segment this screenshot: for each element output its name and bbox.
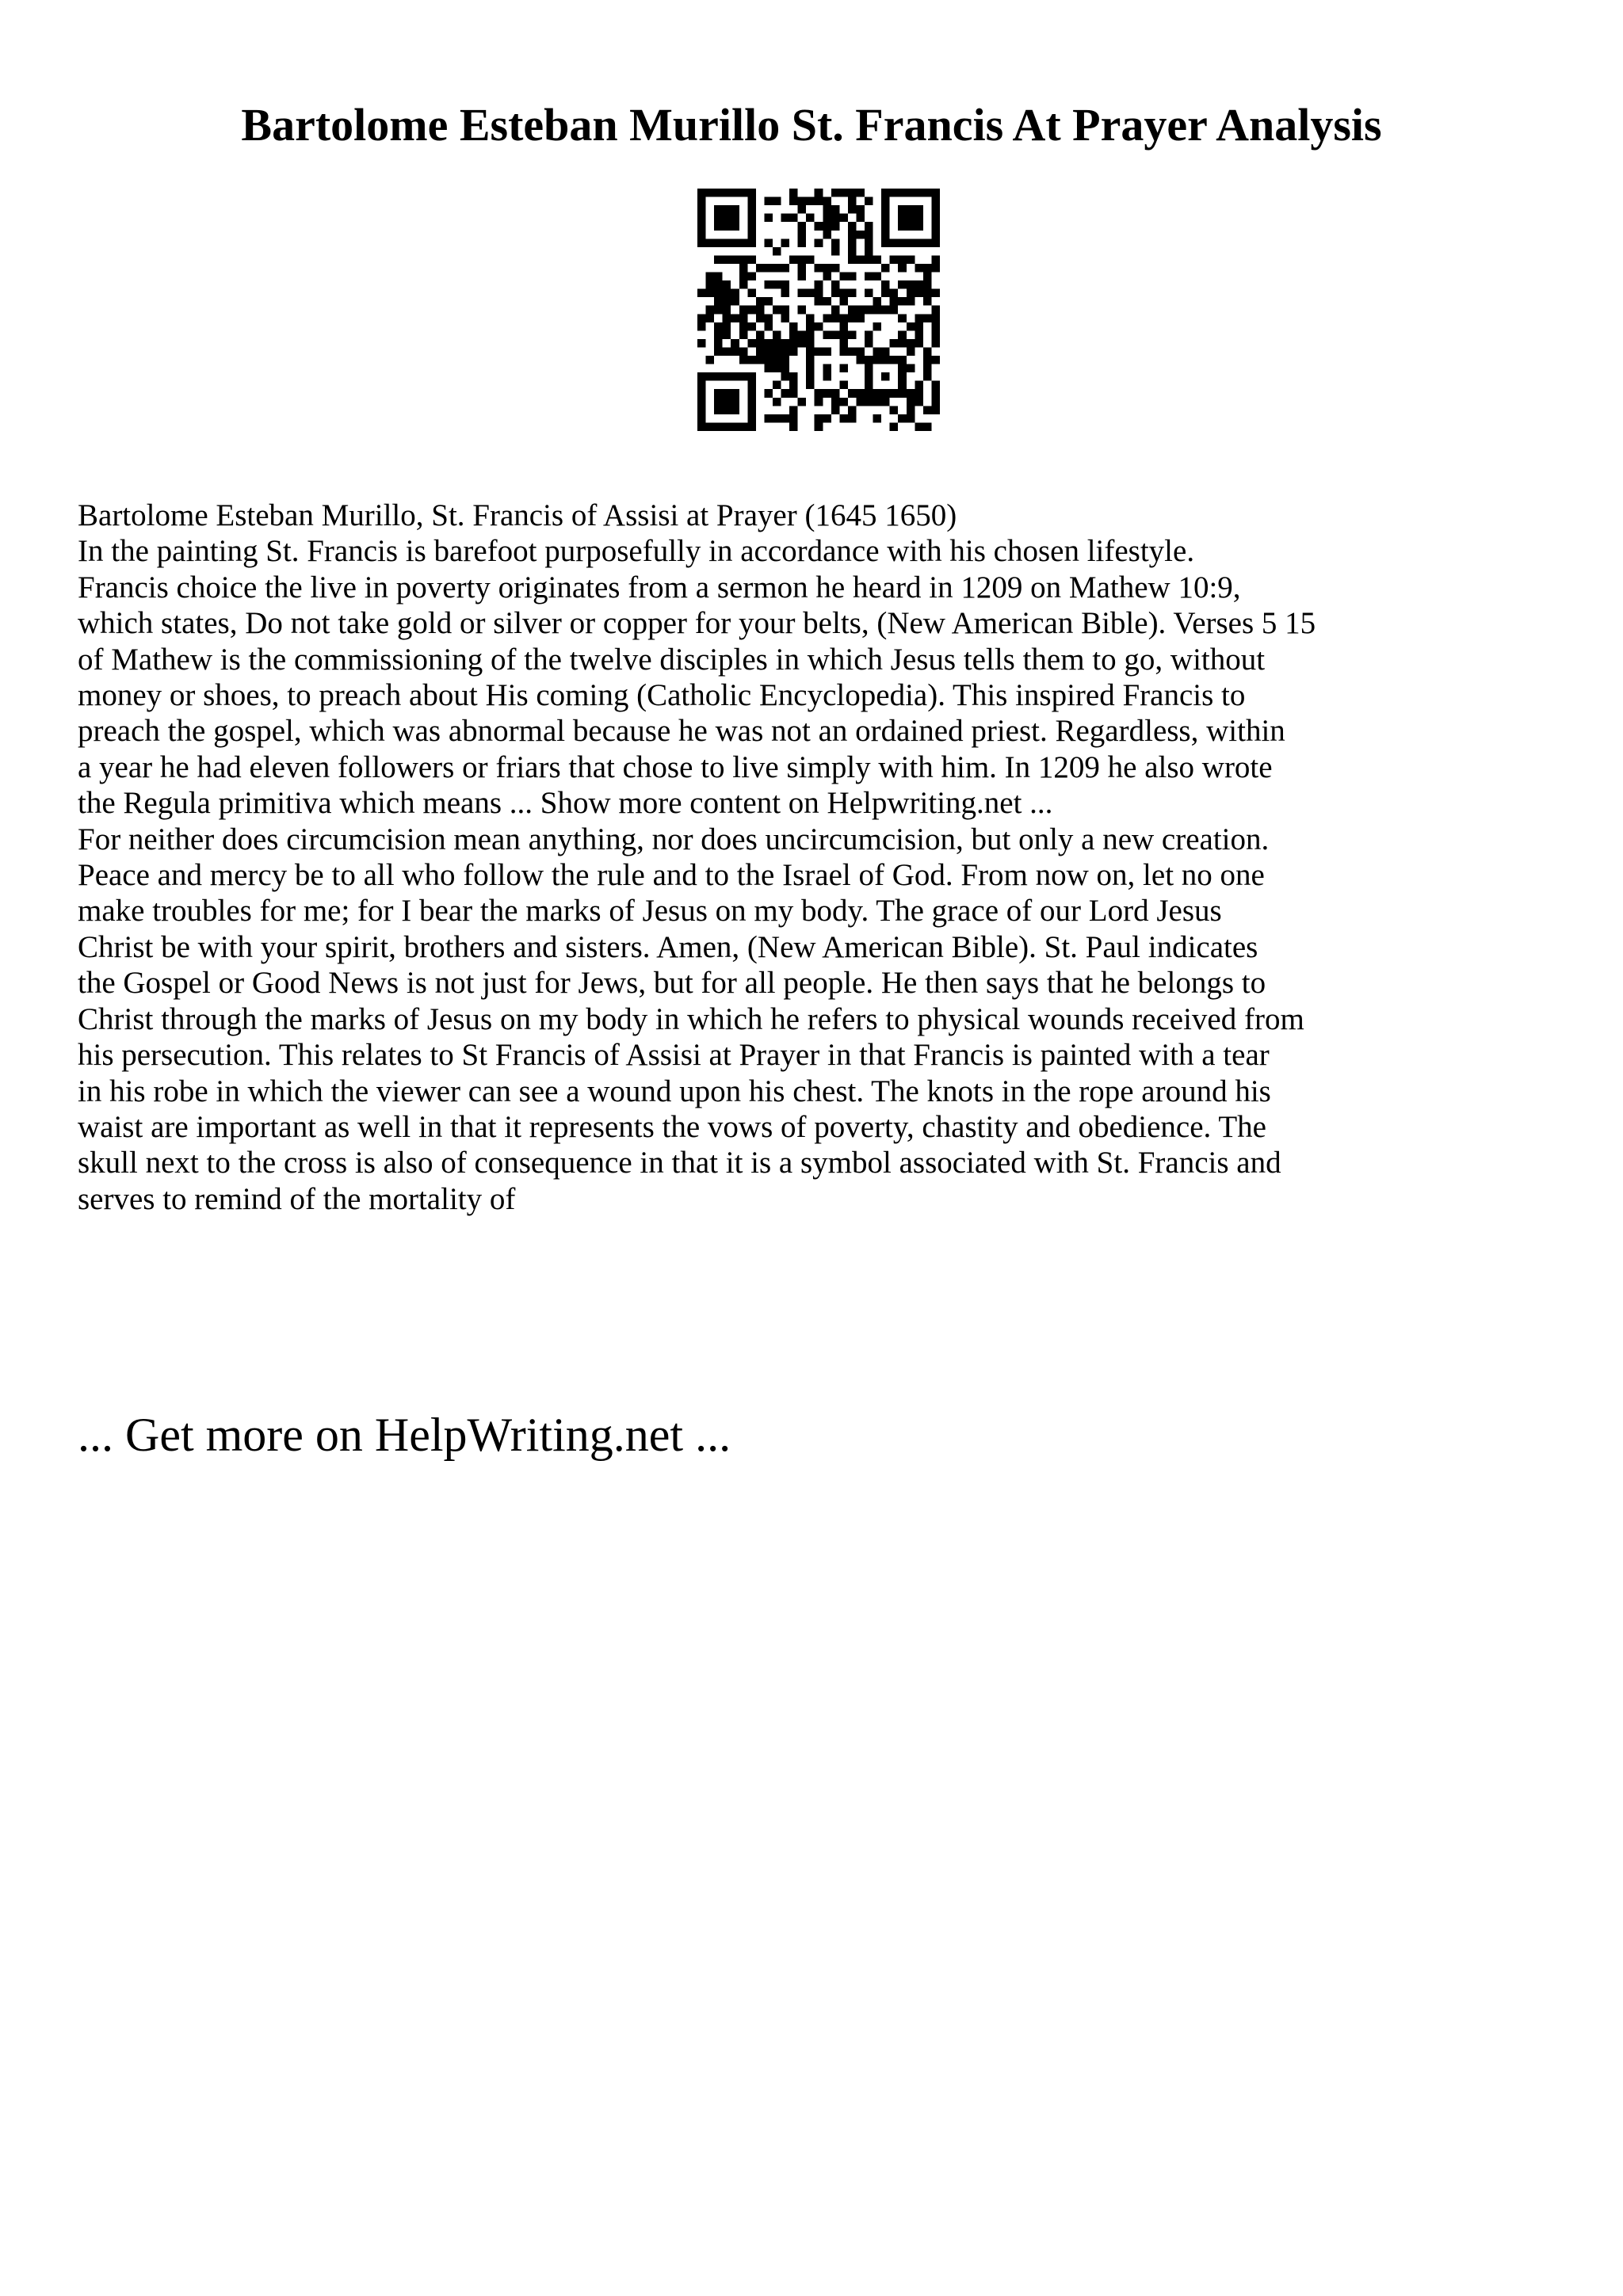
body-line: Francis choice the live in poverty originates from a sermon he heard in 1209 on Mathew 10:9, <box>78 570 1241 605</box>
body-line: Bartolome Esteban Murillo, St. Francis of Assisi at Prayer (1645 1650) <box>78 498 957 532</box>
body-line: preach the gospel, which was abnormal because he was not an ordained priest. Regardless, within <box>78 714 1285 749</box>
body-line: money or shoes, to preach about His coming (Catholic Encyclopedia). This inspired Francis to <box>78 678 1246 713</box>
body-line: skull next to the cross is also of consequence in that it is a symbol associated with St. Francis and <box>78 1146 1281 1180</box>
body-line: make troubles for me; for I bear the marks of Jesus on my body. The grace of our Lord Jesus <box>78 894 1222 929</box>
body-line: Christ through the marks of Jesus on my body in which he refers to physical wounds received from <box>78 1001 1304 1036</box>
body-line: In the painting St. Francis is barefoot purposefully in accordance with his chosen lifestyle. <box>78 534 1195 569</box>
body-line: a year he had eleven followers or friars that chose to live simply with him. In 1209 he also wrote <box>78 749 1273 784</box>
body-line: in his robe in which the viewer can see a wound upon his chest. The knots in the rope around his <box>78 1074 1271 1108</box>
body-line: Peace and mercy be to all who follow the rule and to the Israel of God. From now on, let no one <box>78 858 1265 893</box>
body-line: the Gospel or Good News is not just for Jews, but for all people. He then says that he belongs to <box>78 966 1266 1001</box>
document-title: Bartolome Esteban Murillo St. Francis At Prayer Analysis <box>241 99 1382 151</box>
qr-code-icon <box>697 189 940 431</box>
body-line: of Mathew is the commissioning of the twelve disciples in which Jesus tells them to go, without <box>78 642 1266 677</box>
body-line: For neither does circumcision mean anything, nor does uncircumcision, but only a new creation. <box>78 822 1270 856</box>
body-line[interactable]: the Regula primitiva which means ... Show more content on Helpwriting.net ... <box>78 786 1053 821</box>
document-body <box>78 498 1583 1217</box>
get-more-link[interactable]: ... Get more on HelpWriting.net ... <box>78 1409 731 1461</box>
body-line: Christ be with your spirit, brothers and sisters. Amen, (New American Bible). St. Paul indicates <box>78 929 1258 964</box>
body-line: his persecution. This relates to St Francis of Assisi at Prayer in that Francis is painted with a tear <box>78 1038 1270 1073</box>
body-line: waist are important as well in that it represents the vows of poverty, chastity and obedience. The <box>78 1109 1266 1144</box>
body-line: serves to remind of the mortality of <box>78 1181 516 1216</box>
body-line: which states, Do not take gold or silver or copper for your belts, (New American Bible). Verses 5 15 <box>78 606 1316 641</box>
